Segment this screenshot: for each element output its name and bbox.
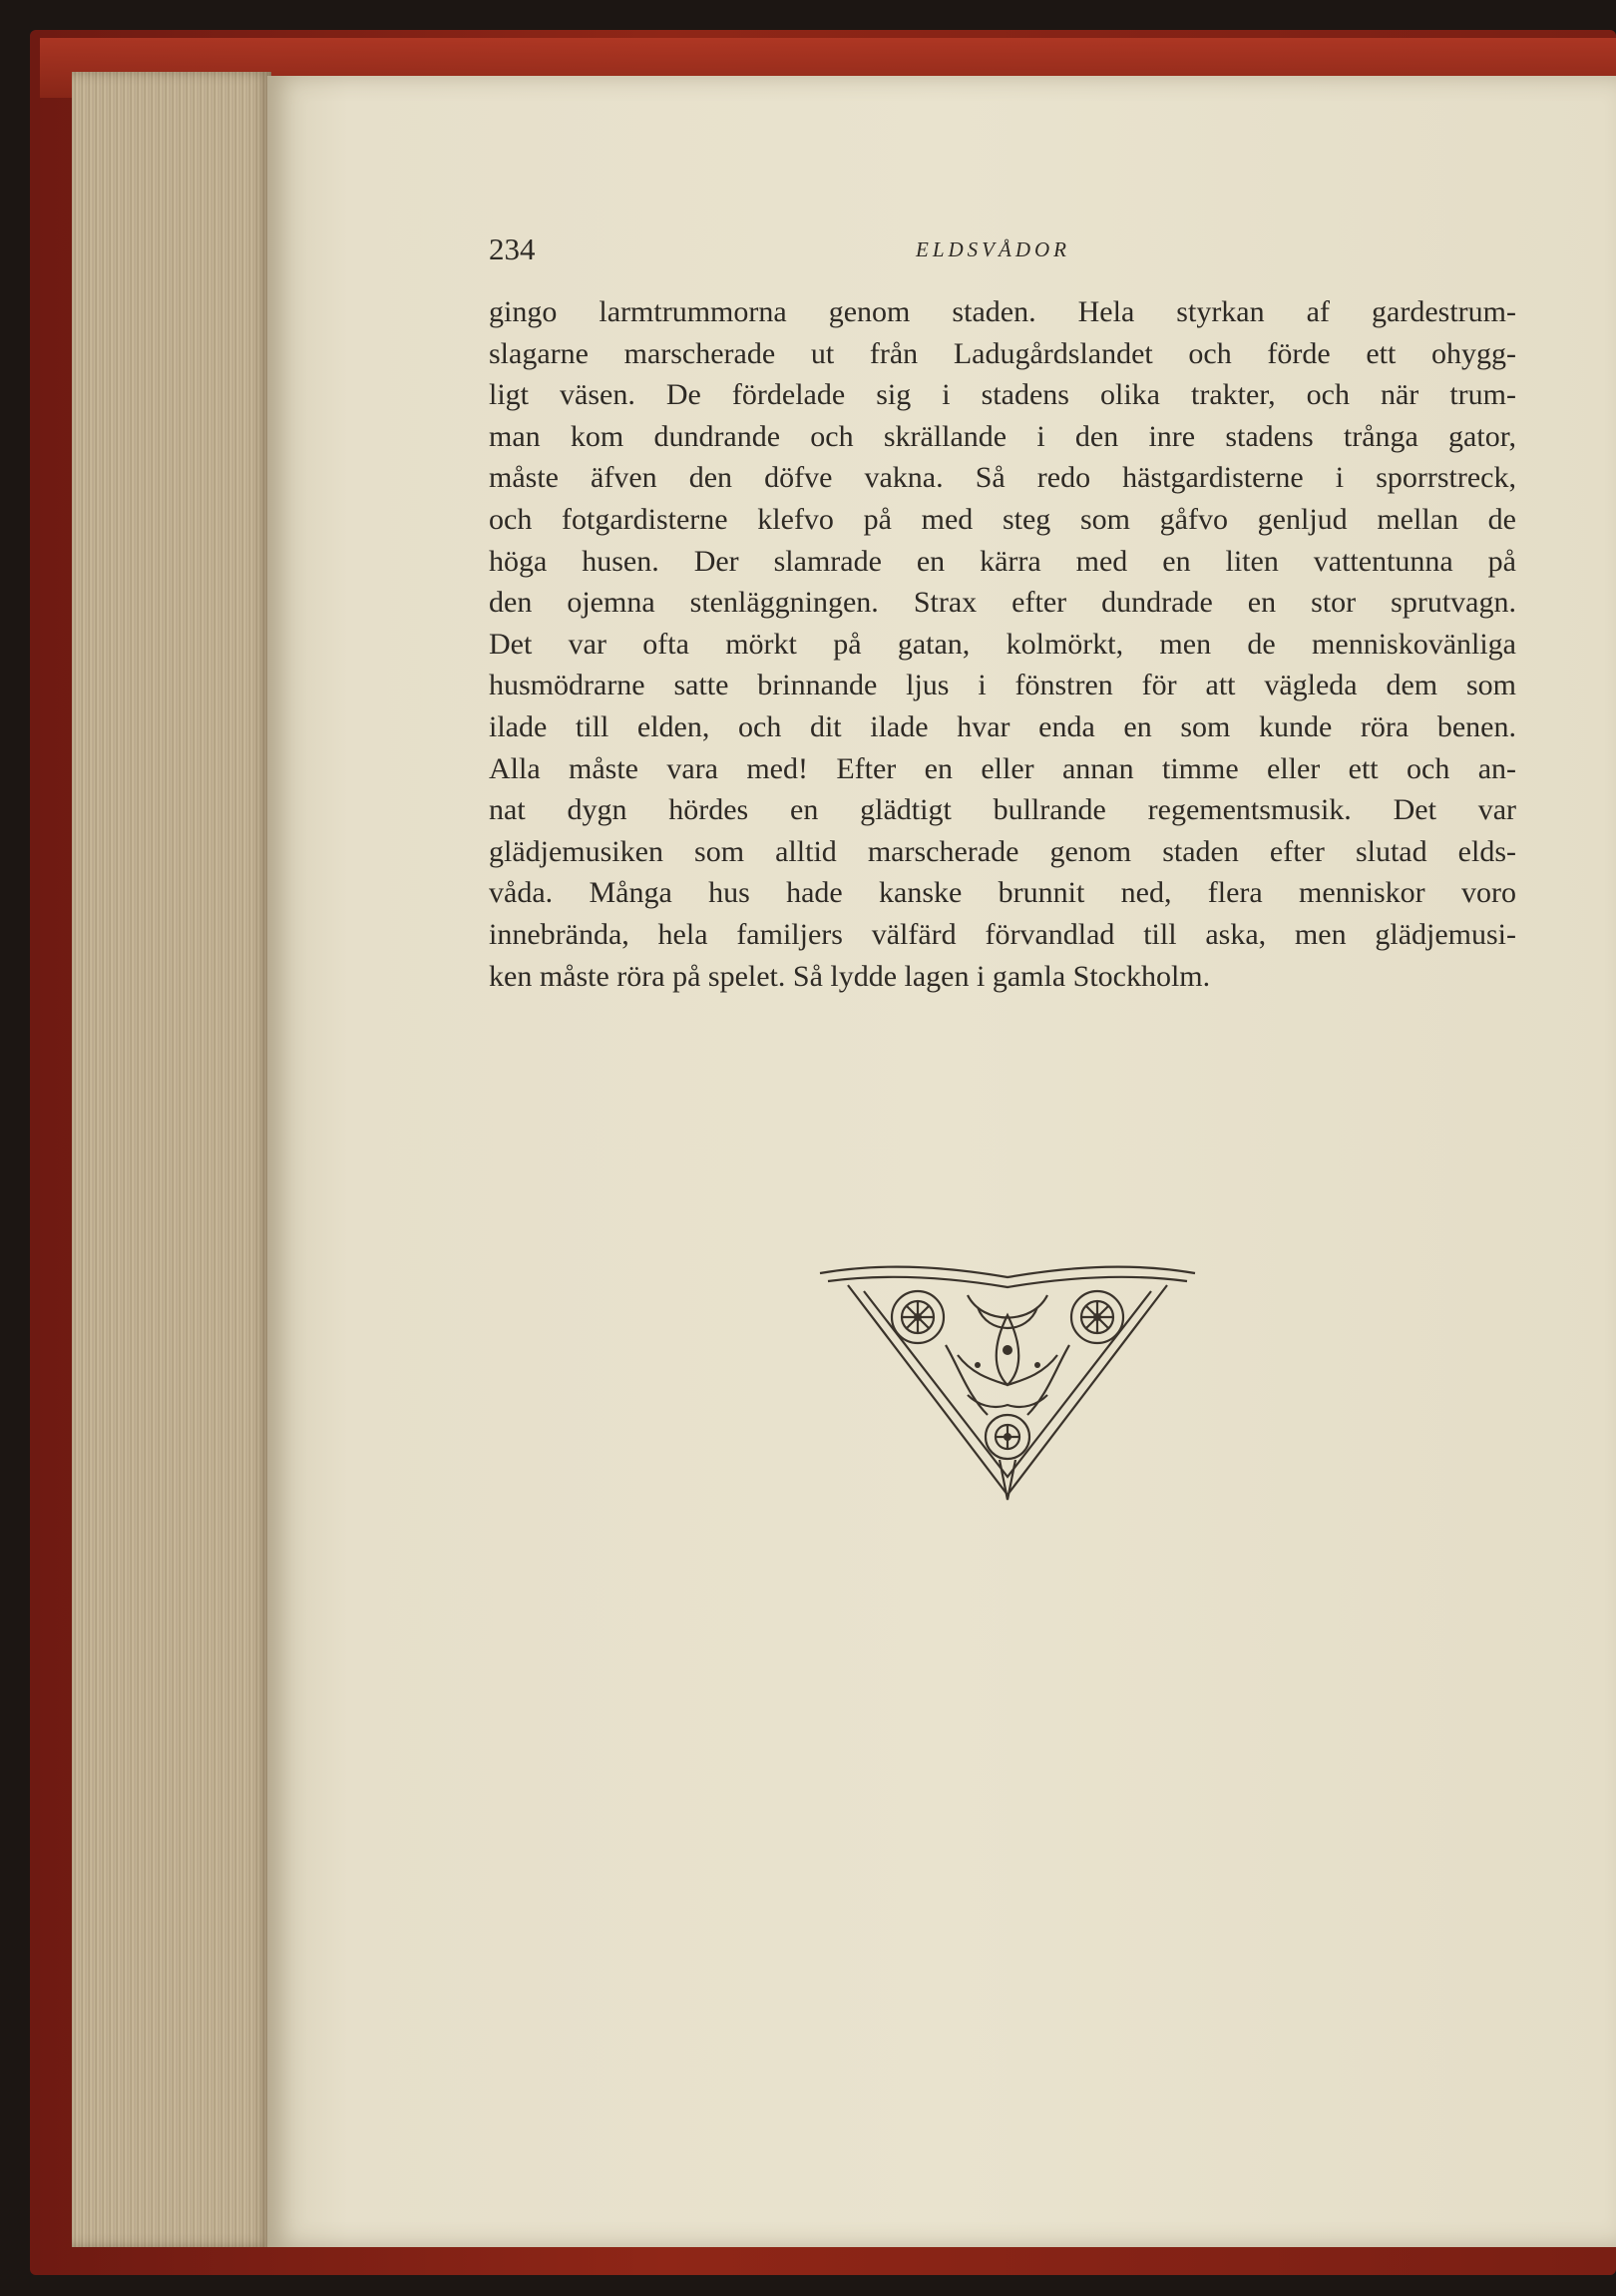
text-line: gingo larmtrummorna genom staden. Hela styrkan af gardestrum- bbox=[489, 295, 1516, 328]
text-line: ken måste röra på spelet. Så lydde lagen i gamla Stockholm. bbox=[489, 959, 1211, 993]
text-line: Alla måste vara med! Efter en eller annan timme eller ett och an- bbox=[489, 751, 1516, 785]
page-header bbox=[489, 231, 1516, 271]
text-line: den ojemna stenläggningen. Strax efter dundrade en stor sprutvagn. bbox=[489, 586, 1516, 620]
text-line: våda. Många hus hade kanske brunnit ned, flera menniskor voro bbox=[489, 876, 1516, 910]
text-line: nat dygn hördes en glädtigt bullrande regementsmusik. Det var bbox=[489, 793, 1516, 827]
running-head: ELDSVÅDOR bbox=[916, 237, 1070, 261]
page-number: 234 bbox=[489, 231, 536, 266]
text-line: och fotgardisterne klefvo på med steg som gåfvo genljud mellan de bbox=[489, 502, 1516, 536]
text-line: husmödrarne satte brinnande ljus i fönstren för att vägleda dem som bbox=[489, 669, 1516, 702]
text-line: ilade till elden, och dit ilade hvar enda en som kunde röra benen. bbox=[489, 709, 1516, 743]
text-line: glädjemusiken som alltid marscherade genom staden efter slutad elds- bbox=[489, 834, 1516, 868]
floral-tailpiece-icon bbox=[818, 1255, 1197, 1505]
text-line: slagarne marscherade ut från Ladugårdslandet och förde ett ohygg- bbox=[489, 336, 1516, 370]
body-text bbox=[489, 291, 1516, 997]
text-line: Det var ofta mörkt på gatan, kolmörkt, men de menniskovänliga bbox=[489, 627, 1516, 661]
page-edges bbox=[72, 72, 271, 2247]
text-line: innebrända, hela familjers välfärd förvandlad till aska, men glädjemusi- bbox=[489, 917, 1516, 951]
text-line: ligt väsen. De fördelade sig i stadens olika trakter, och när trum- bbox=[489, 378, 1516, 412]
text-line: man kom dundrande och skrällande i den inre stadens trånga gator, bbox=[489, 419, 1516, 453]
text-line: höga husen. Der slamrade en kärra med en liten vattentunna på bbox=[489, 544, 1516, 578]
text-line: måste äfven den döfve vakna. Så redo hästgardisterne i sporrstreck, bbox=[489, 461, 1516, 495]
